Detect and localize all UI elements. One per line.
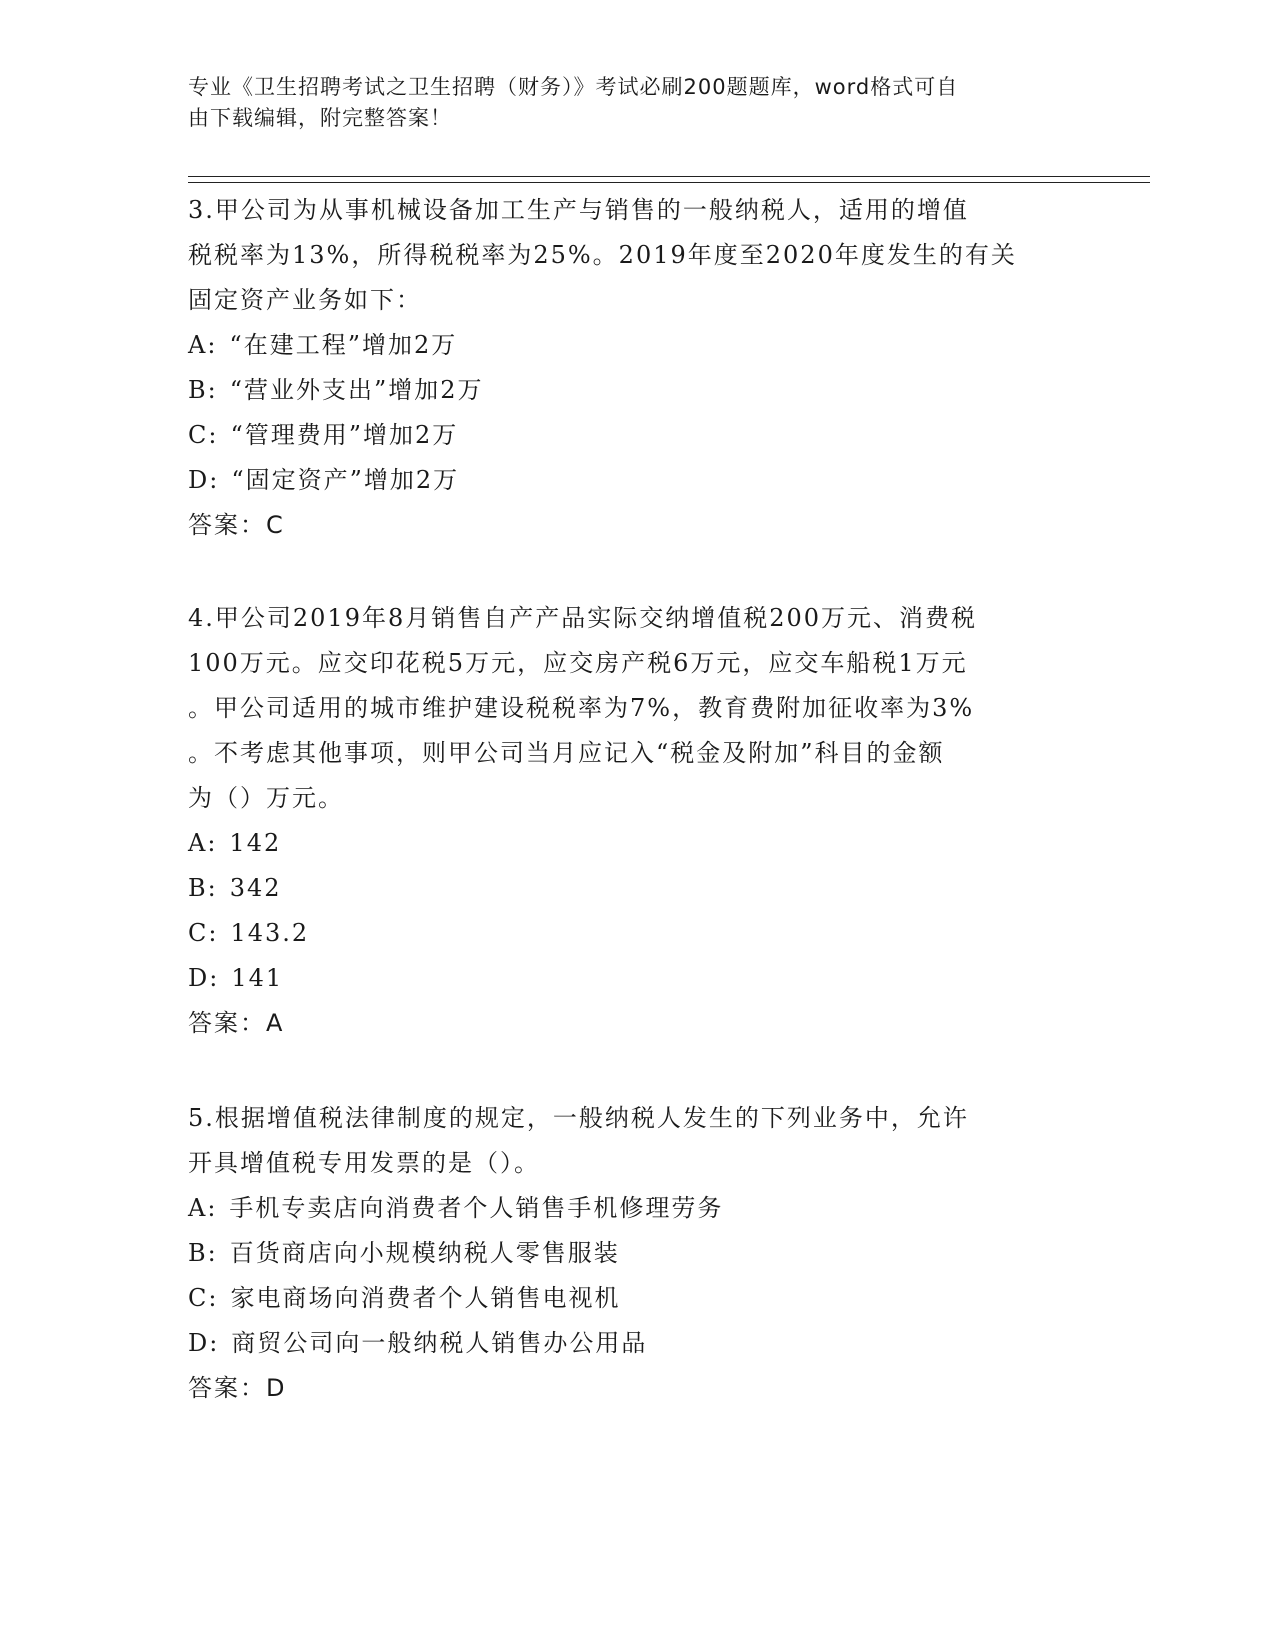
header-divider-bottom (188, 182, 1150, 183)
question-3 (188, 188, 1088, 548)
option-d (188, 458, 1088, 503)
question-stem-line: 。甲公司适用的城市维护建设税税率为7%，教育费附加征收率为3% (188, 694, 975, 722)
option-letter: A: (188, 331, 218, 359)
option-c (188, 911, 1088, 956)
question-stem-line: 为（）万元。 (188, 784, 344, 812)
question-5 (188, 1096, 1088, 1411)
option-letter: C: (188, 1284, 219, 1312)
question-stem (188, 188, 1088, 323)
question-stem-line: 。不考虑其他事项，则甲公司当月应记入“税金及附加”科目的金额 (188, 739, 945, 767)
option-b (188, 1231, 1088, 1276)
option-text: 342 (229, 874, 282, 902)
option-text: 手机专卖店向消费者个人销售手机修理劳务 (229, 1194, 724, 1222)
question-stem-line: 100万元。应交印花税5万元，应交房产税6万元，应交车船税1万元 (188, 649, 968, 677)
question-stem-line: 固定资产业务如下： (188, 286, 422, 314)
option-letter: A: (188, 1194, 218, 1222)
option-letter: B: (188, 1239, 218, 1267)
document-header (188, 72, 1088, 134)
option-text: 百货商店向小规模纳税人零售服装 (229, 1239, 620, 1267)
option-a (188, 323, 1088, 368)
option-b (188, 866, 1088, 911)
option-text: 142 (229, 829, 282, 857)
option-text: 家电商场向消费者个人销售电视机 (230, 1284, 621, 1312)
option-d (188, 956, 1088, 1001)
option-letter: A: (188, 829, 218, 857)
option-letter: C: (188, 919, 219, 947)
option-d (188, 1321, 1088, 1366)
option-text: “固定资产”增加2万 (231, 466, 460, 494)
option-letter: B: (188, 874, 218, 902)
answer-label: 答案：A (188, 1009, 285, 1037)
answer-label: 答案：C (188, 511, 285, 539)
question-stem-line: 开具增值税专用发票的是（）。 (188, 1149, 540, 1177)
question-stem-line: 税税率为13%，所得税税率为25%。2019年度至2020年度发生的有关 (188, 241, 1017, 269)
answer-label: 答案：D (188, 1374, 287, 1402)
option-text: 商贸公司向一般纳税人销售办公用品 (231, 1329, 648, 1357)
question-stem-line: 3.甲公司为从事机械设备加工生产与销售的一般纳税人，适用的增值 (188, 196, 969, 224)
option-b (188, 368, 1088, 413)
question-stem (188, 596, 1088, 821)
option-letter: D: (188, 466, 220, 494)
question-stem (188, 1096, 1088, 1186)
option-c (188, 413, 1088, 458)
option-text: “管理费用”增加2万 (230, 421, 459, 449)
question-stem-line: 5.根据增值税法律制度的规定，一般纳税人发生的下列业务中，允许 (188, 1104, 969, 1132)
header-title-line-2: 由下载编辑，附完整答案！ (188, 106, 452, 130)
option-letter: D: (188, 1329, 220, 1357)
option-letter: D: (188, 964, 220, 992)
option-c (188, 1276, 1088, 1321)
option-text: “在建工程”增加2万 (229, 331, 458, 359)
option-text: 143.2 (230, 919, 310, 947)
option-a (188, 821, 1088, 866)
option-text: “营业外支出”增加2万 (229, 376, 484, 404)
option-text: 141 (231, 964, 284, 992)
option-a (188, 1186, 1088, 1231)
option-letter: B: (188, 376, 218, 404)
option-letter: C: (188, 421, 219, 449)
question-4 (188, 596, 1088, 1046)
header-divider-top (188, 176, 1150, 177)
header-title-line-1: 专业《卫生招聘考试之卫生招聘（财务）》考试必刷200题题库，word格式可自 (188, 75, 959, 99)
question-stem-line: 4.甲公司2019年8月销售自产产品实际交纳增值税200万元、消费税 (188, 604, 978, 632)
